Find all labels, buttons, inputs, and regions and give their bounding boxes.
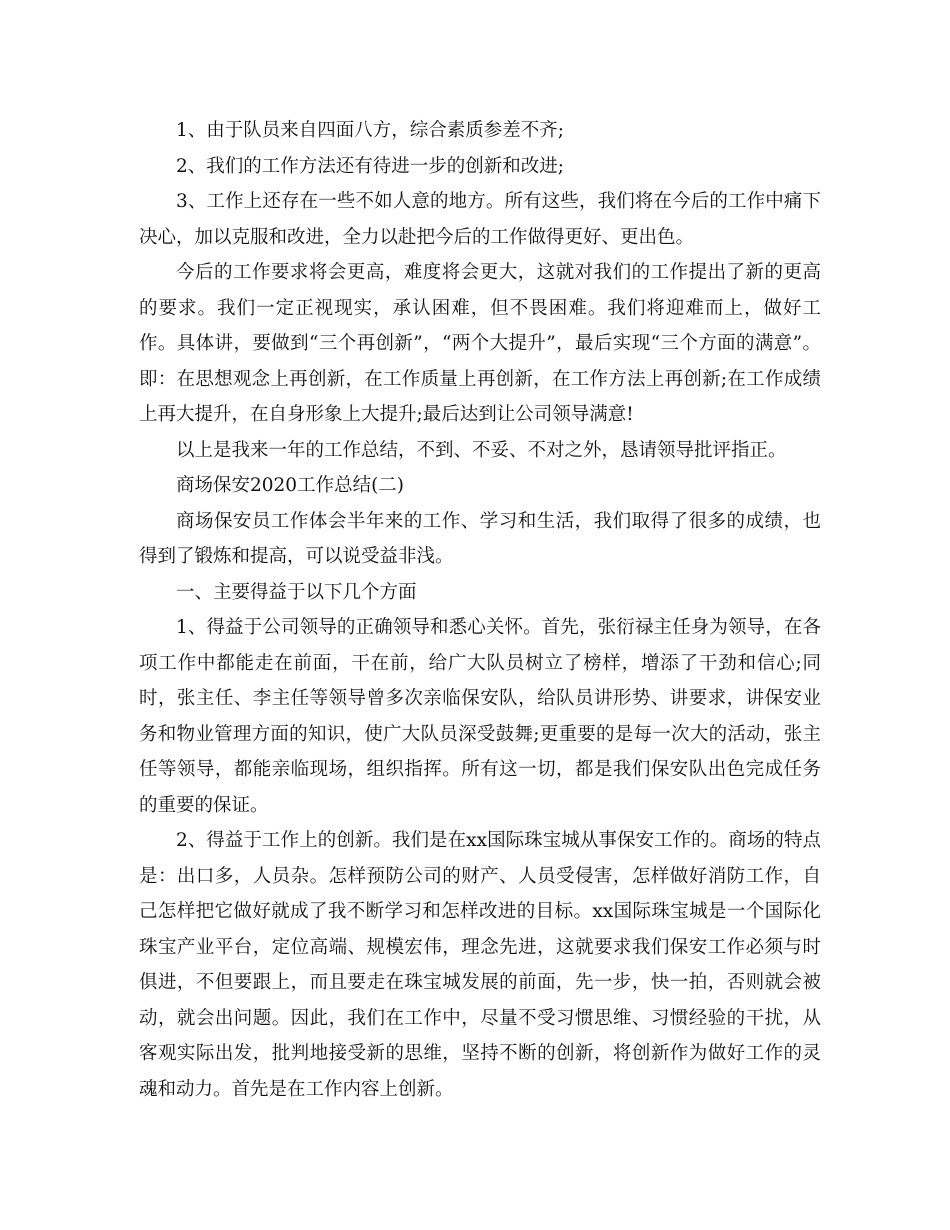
paragraph-benefit-2: 2、得益于工作上的创新。我们是在xx国际珠宝城从事保安工作的。商场的特点是：出口多，人员杂。怎样预防公司的财产、人员受侵害，怎样做好消防工作，自己怎样把它做好就成了我不断学习和怎样改进的目标。xx国际珠宝城是一个国际化珠宝产业平台，定位高端、规模宏伟，理念先进，这就要求我们保安工作必须与时俱进，不但要跟上，而且要走在珠宝城发展的前面，先一步，快一拍，否则就会被动，就会出问题。因此，我们在工作中，尽量不受习惯思维、习惯经验的干扰，从客观实际出发，批判地接受新的思维，坚持不断的创新，将创新作为做好工作的灵魂和动力。首先是在工作内容上创新。 [139, 830, 821, 1100]
paragraph-item-2: 2、我们的工作方法还有待进一步的创新和改进; [176, 155, 565, 177]
section-title: 商场保安2020工作总结(二) [176, 475, 405, 496]
paragraph-work-requirements: 今后的工作要求将会更高，难度将会更大，这就对我们的工作提出了新的更高的要求。我们一定正视现实，承认困难，但不畏困难。我们将迎难而上，做好工作。具体讲，要做到“三个再创新”，“两个大提升”，最后实现“三个方面的满意”。即：在思想观念上再创新，在工作质量上再创新，在工作方法上再创新;在工作成绩上再大提升，在自身形象上大提升;最后达到让公司领导满意! [139, 262, 821, 425]
paragraph-item-1: 1、由于队员来自四面八方，综合素质参差不齐; [176, 120, 565, 141]
paragraph-item-3: 3、工作上还存在一些不如人意的地方。所有这些，我们将在今后的工作中痛下决心，加以克服和改进，全力以赴把今后的工作做得更好、更出色。 [139, 191, 821, 248]
paragraph-closing: 以上是我来一年的工作总结，不到、不妥、不对之外，恳请领导批评指正。 [176, 439, 787, 461]
document-body [139, 113, 821, 1107]
section-heading-benefits: 一、主要得益于以下几个方面 [176, 581, 417, 603]
paragraph-benefit-1: 1、得益于公司领导的正确领导和悉心关怀。首先，张衍禄主任身为领导，在各项工作中都能走在前面，干在前，给广大队员树立了榜样，增添了干劲和信心;同时，张主任、李主任等领导曾多次亲临保安队，给队员讲形势、讲要求，讲保安业务和物业管理方面的知识，使广大队员深受鼓舞;更重要的是每一次大的活动，张主任等领导，都能亲临现场，组织指挥。所有这一切，都是我们保安队出色完成任务的重要的保证。 [139, 617, 821, 816]
paragraph-intro: 商场保安员工作体会半年来的工作、学习和生活，我们取得了很多的成绩，也得到了锻炼和提高，可以说受益非浅。 [139, 510, 821, 567]
